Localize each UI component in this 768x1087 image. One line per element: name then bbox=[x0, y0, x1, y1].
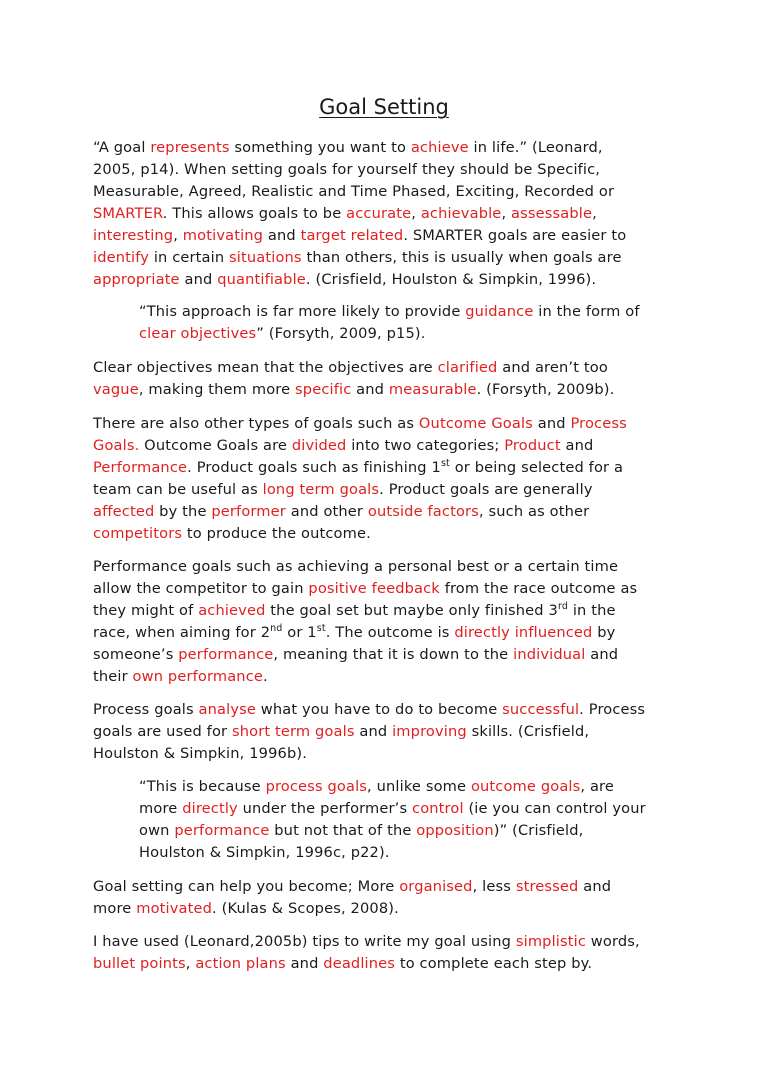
text-run: Houlston & Simpkin, 1996c, p22). bbox=[139, 844, 390, 861]
highlighted-term: Performance bbox=[93, 459, 188, 476]
text-run: , are bbox=[580, 778, 615, 795]
text-line bbox=[93, 523, 683, 545]
text-line bbox=[93, 181, 683, 203]
text-run: and bbox=[585, 646, 619, 663]
text-run: and other bbox=[285, 503, 368, 520]
text-run: Goal setting can help you become; More bbox=[93, 878, 400, 895]
highlighted-term: achievable bbox=[420, 205, 502, 222]
highlighted-term: represents bbox=[150, 139, 230, 156]
text-run: skills. (Crisfield, bbox=[466, 723, 590, 740]
text-run: , bbox=[185, 955, 196, 972]
text-run: Houlston & Simpkin, 1996b). bbox=[93, 745, 307, 762]
text-line bbox=[93, 622, 683, 644]
text-line bbox=[93, 457, 683, 479]
text-line bbox=[93, 357, 683, 379]
text-run: their bbox=[93, 668, 133, 685]
text-run: and bbox=[578, 878, 612, 895]
text-run: from the race outcome as bbox=[439, 580, 638, 597]
highlighted-term: performance bbox=[178, 646, 274, 663]
highlighted-term: opposition bbox=[416, 822, 494, 839]
highlighted-term: achieved bbox=[198, 602, 266, 619]
text-run: and bbox=[532, 415, 571, 432]
highlighted-term: divided bbox=[291, 437, 347, 454]
highlighted-term: short term goals bbox=[231, 723, 355, 740]
highlighted-term: improving bbox=[392, 723, 467, 740]
highlighted-term: directly influenced bbox=[454, 624, 593, 641]
text-line bbox=[93, 876, 683, 898]
highlighted-term: simplistic bbox=[515, 933, 587, 950]
text-line bbox=[93, 203, 683, 225]
highlighted-term: clarified bbox=[437, 359, 498, 376]
text-run: “This approach is far more likely to provide bbox=[139, 303, 466, 320]
text-run: and bbox=[285, 955, 324, 972]
paragraph-smarter bbox=[93, 137, 683, 291]
highlighted-term: control bbox=[412, 800, 464, 817]
highlighted-term: deadlines bbox=[323, 955, 396, 972]
text-line bbox=[139, 776, 684, 798]
text-run: what you have to do to become bbox=[256, 701, 503, 718]
text-run: and bbox=[263, 227, 301, 244]
text-run: , bbox=[173, 227, 183, 244]
highlighted-term: own performance bbox=[132, 668, 264, 685]
text-run: )” (Crisfield, bbox=[493, 822, 584, 839]
text-run: , making them more bbox=[138, 381, 296, 398]
paragraph-leonard-tips bbox=[93, 931, 683, 975]
text-run: , unlike some bbox=[367, 778, 471, 795]
text-run: or being selected for a bbox=[449, 459, 624, 476]
highlighted-term: guidance bbox=[465, 303, 534, 320]
text-run: Measurable, Agreed, Realistic and Time Phased, Exciting, Recorded or bbox=[93, 183, 615, 200]
text-line bbox=[139, 798, 684, 820]
text-line bbox=[93, 556, 683, 578]
highlighted-term: motivated bbox=[136, 900, 213, 917]
text-line bbox=[93, 666, 683, 688]
text-run: . Process bbox=[579, 701, 646, 718]
text-line bbox=[93, 247, 683, 269]
text-run: and bbox=[179, 271, 218, 288]
highlighted-term: successful bbox=[502, 701, 580, 718]
text-run: Process goals bbox=[93, 701, 199, 718]
text-line bbox=[93, 435, 683, 457]
ordinal-superscript: st bbox=[440, 458, 450, 470]
text-run: . SMARTER goals are easier to bbox=[403, 227, 627, 244]
text-run: more bbox=[139, 800, 183, 817]
highlighted-term: situations bbox=[229, 249, 302, 266]
text-run: “A goal bbox=[93, 139, 151, 156]
text-run: Clear objectives mean that the objectives are bbox=[93, 359, 438, 376]
text-run: allow the competitor to gain bbox=[93, 580, 309, 597]
text-run: . Product goals such as finishing 1 bbox=[187, 459, 441, 476]
text-line bbox=[93, 479, 683, 501]
highlighted-term: process goals bbox=[265, 778, 368, 795]
text-run: 2005, p14). When setting goals for yourself they should be Specific, bbox=[93, 161, 601, 178]
text-run: and bbox=[560, 437, 594, 454]
text-line bbox=[93, 578, 683, 600]
highlighted-term: positive feedback bbox=[308, 580, 440, 597]
text-run: . This allows goals to be bbox=[162, 205, 347, 222]
highlighted-term: Process bbox=[570, 415, 627, 432]
highlighted-term: competitors bbox=[93, 525, 183, 542]
highlighted-term: Goals. bbox=[93, 437, 140, 454]
page-title: Goal Setting bbox=[319, 95, 449, 119]
text-run: race, when aiming for 2 bbox=[93, 624, 271, 641]
highlighted-term: SMARTER bbox=[93, 205, 163, 222]
highlighted-term: outcome goals bbox=[470, 778, 581, 795]
text-line bbox=[93, 600, 683, 622]
text-run: the goal set but maybe only finished 3 bbox=[265, 602, 558, 619]
highlighted-term: identify bbox=[93, 249, 150, 266]
highlighted-term: motivating bbox=[182, 227, 264, 244]
highlighted-term: achieve bbox=[410, 139, 469, 156]
text-run: There are also other types of goals such as bbox=[93, 415, 419, 432]
text-run: team can be useful as bbox=[93, 481, 263, 498]
text-run: Outcome Goals are bbox=[139, 437, 292, 454]
text-run: in the form of bbox=[533, 303, 640, 320]
text-run: in life.” (Leonard, bbox=[468, 139, 603, 156]
highlighted-term: directly bbox=[182, 800, 238, 817]
text-run: and bbox=[354, 723, 393, 740]
text-line bbox=[93, 898, 683, 920]
highlighted-term: long term goals bbox=[262, 481, 380, 498]
text-run: in certain bbox=[149, 249, 230, 266]
text-line bbox=[139, 820, 684, 842]
text-run: by the bbox=[154, 503, 212, 520]
text-line bbox=[93, 501, 683, 523]
ordinal-superscript: rd bbox=[557, 601, 569, 613]
highlighted-term: analyse bbox=[198, 701, 257, 718]
highlighted-term: affected bbox=[93, 503, 155, 520]
text-run: , meaning that it is down to the bbox=[273, 646, 514, 663]
highlighted-term: outside factors bbox=[367, 503, 479, 520]
text-line bbox=[139, 842, 684, 864]
text-run: to complete each step by. bbox=[395, 955, 593, 972]
text-line bbox=[93, 953, 683, 975]
highlighted-term: stressed bbox=[515, 878, 579, 895]
text-run: goals are used for bbox=[93, 723, 232, 740]
highlighted-term: vague bbox=[93, 381, 139, 398]
text-run: words, bbox=[586, 933, 640, 950]
text-line bbox=[93, 379, 683, 401]
highlighted-term: quantifiable bbox=[217, 271, 306, 288]
text-run: to produce the outcome. bbox=[182, 525, 371, 542]
text-run: . bbox=[263, 668, 268, 685]
text-line bbox=[93, 931, 683, 953]
highlighted-term: performance bbox=[174, 822, 270, 839]
text-run: but not that of the bbox=[269, 822, 417, 839]
text-line bbox=[93, 269, 683, 291]
text-line bbox=[93, 699, 683, 721]
highlighted-term: specific bbox=[295, 381, 352, 398]
text-line bbox=[93, 743, 683, 765]
text-line bbox=[93, 137, 683, 159]
text-run: and bbox=[351, 381, 389, 398]
highlighted-term: accurate bbox=[346, 205, 412, 222]
paragraph-performance-goals bbox=[93, 556, 683, 688]
highlighted-term: bullet points bbox=[93, 955, 186, 972]
text-run: and aren’t too bbox=[497, 359, 608, 376]
ordinal-superscript: st bbox=[316, 623, 326, 635]
highlighted-term: interesting bbox=[93, 227, 174, 244]
highlighted-term: Outcome Goals bbox=[418, 415, 533, 432]
text-run: something you want to bbox=[229, 139, 411, 156]
text-run: under the performer’s bbox=[237, 800, 413, 817]
text-run: in the bbox=[568, 602, 616, 619]
text-line bbox=[93, 413, 683, 435]
quote-forsyth bbox=[139, 301, 684, 345]
quote-crisfield bbox=[139, 776, 684, 864]
text-run: . (Crisfield, Houlston & Simpkin, 1996). bbox=[305, 271, 597, 288]
text-run: someone’s bbox=[93, 646, 179, 663]
paragraph-process-goals bbox=[93, 699, 683, 765]
text-line bbox=[139, 301, 684, 323]
highlighted-term: Product bbox=[504, 437, 561, 454]
text-run: , bbox=[411, 205, 421, 222]
text-run: or 1 bbox=[282, 624, 317, 641]
text-run: . (Kulas & Scopes, 2008). bbox=[212, 900, 399, 917]
paragraph-clear-objectives bbox=[93, 357, 683, 401]
text-line bbox=[93, 644, 683, 666]
text-run: , such as other bbox=[478, 503, 590, 520]
text-run: . (Forsyth, 2009b). bbox=[476, 381, 615, 398]
ordinal-superscript: nd bbox=[270, 623, 283, 635]
text-run: ” (Forsyth, 2009, p15). bbox=[256, 325, 426, 342]
highlighted-term: assessable bbox=[511, 205, 593, 222]
text-line bbox=[93, 225, 683, 247]
text-run: than others, this is usually when goals are bbox=[301, 249, 622, 266]
text-run: I have used (Leonard,2005b) tips to write my goal using bbox=[93, 933, 516, 950]
text-run: , bbox=[592, 205, 597, 222]
text-run: “This is because bbox=[139, 778, 266, 795]
highlighted-term: target related bbox=[300, 227, 404, 244]
highlighted-term: measurable bbox=[388, 381, 477, 398]
text-run: , less bbox=[472, 878, 516, 895]
highlighted-term: clear objectives bbox=[139, 325, 257, 342]
highlighted-term: individual bbox=[513, 646, 586, 663]
highlighted-term: appropriate bbox=[93, 271, 180, 288]
text-run: into two categories; bbox=[346, 437, 505, 454]
text-line bbox=[93, 721, 683, 743]
text-run: (ie you can control your bbox=[463, 800, 646, 817]
text-line bbox=[93, 159, 683, 181]
text-run: by bbox=[592, 624, 616, 641]
text-run: more bbox=[93, 900, 137, 917]
text-run: they might of bbox=[93, 602, 199, 619]
paragraph-goal-types bbox=[93, 413, 683, 545]
text-run: . The outcome is bbox=[325, 624, 455, 641]
paragraph-benefits bbox=[93, 876, 683, 920]
text-run: . Product goals are generally bbox=[379, 481, 593, 498]
text-run: Performance goals such as achieving a personal best or a certain time bbox=[93, 558, 619, 575]
text-run: , bbox=[501, 205, 512, 222]
text-run: own bbox=[139, 822, 175, 839]
highlighted-term: performer bbox=[211, 503, 286, 520]
text-line bbox=[139, 323, 684, 345]
highlighted-term: organised bbox=[399, 878, 473, 895]
highlighted-term: action plans bbox=[195, 955, 286, 972]
